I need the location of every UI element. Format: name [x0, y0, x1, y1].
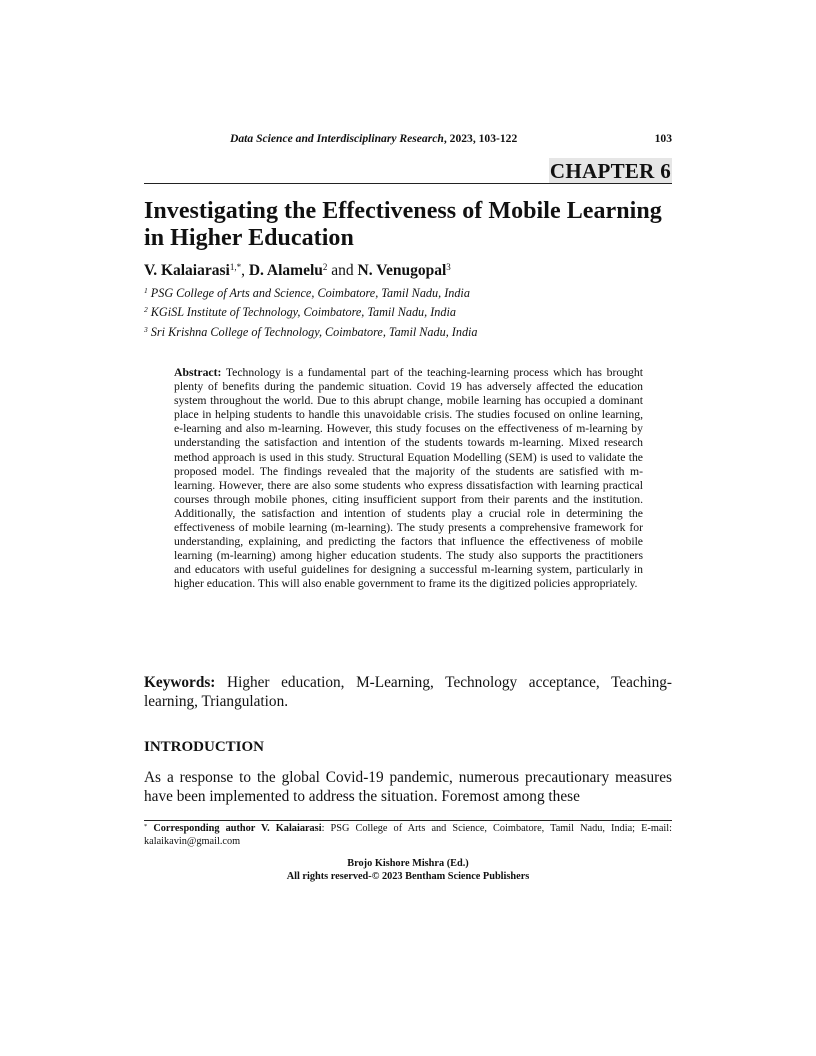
- page-number: 103: [654, 132, 672, 145]
- journal-name: Data Science and Interdisciplinary Research: [230, 132, 444, 145]
- affiliation-text: PSG College of Arts and Science, Coimbatore, Tamil Nadu, India: [150, 286, 470, 300]
- title-line-2: in Higher Education: [144, 225, 354, 251]
- journal-citation: [230, 132, 517, 146]
- author-name: N. Venugopal: [357, 262, 447, 279]
- author-separator: ,: [241, 262, 249, 279]
- affiliation-mark: 3: [144, 325, 148, 334]
- footnote-marker: *: [144, 823, 148, 830]
- imprint-rights: All rights reserved-© 2023 Bentham Science Publishers: [286, 870, 530, 882]
- imprint-editor: Brojo Kishore Mishra (Ed.): [347, 858, 469, 869]
- author-affil-mark: 3: [446, 262, 451, 272]
- keywords: [144, 674, 672, 711]
- author-affil-mark: 1,*: [229, 262, 242, 272]
- keywords-text: Higher education, M-Learning, Technology acceptance, Teaching-learning, Triangulation.: [144, 674, 672, 710]
- abstract-text: Technology is a fundamental part of the teaching-learning process which has brought plenty of benefits during the pandemic situation. Covid 19 has adversely affected the education system throughout the world. Due to this abrupt change, mobile learning has occupied a dominant place in helping students to handle this unavoidable crisis. The studies focused on online learning, e-learning and also m-learning. However, this study focuses on the effectiveness of m-learning by understanding the satisfaction and intention of the students towards m-learning. Mixed research method approach is used in this study. Structural Equation Modelling (SEM) is used to validate the proposed model. The findings revealed that the majority of the students are satisfied with m-learning. However, there are also some students who express dissatisfaction with learning practical courses through mobile phones, citing insufficient support from their parents and the institution. Additionally, the satisfaction and intention of students play a crucial role in determining the effectiveness of mobile learning (m-learning). The study presents a comprehensive framework for understanding, explaining, and predicting the factors that influence the effectiveness of mobile learning (m-learning) among higher education students. The study also supports the practitioners and educators with useful guidelines for designing a successful m-learning system, particularly in higher education. This will also enable government to frame its the digitized policies appropriately.: [174, 366, 643, 591]
- affiliation: [144, 286, 470, 301]
- footnote-label: Corresponding author V. Kalaiarasi: [153, 823, 322, 834]
- footnote-rule: [144, 820, 672, 821]
- footnote-text: : PSG College of Arts and Science, Coimbatore, Tamil Nadu, India; E-mail: kalaikavin@gmail.com: [144, 823, 672, 847]
- section-heading: INTRODUCTION: [144, 739, 265, 755]
- abstract: [174, 366, 643, 592]
- intro-paragraph: As a response to the global Covid-19 pandemic, numerous precautionary measures have been implemented to address the situation. Foremost among these: [144, 769, 672, 805]
- footnote: [144, 823, 672, 848]
- title-line-1: Investigating the Effectiveness of Mobile Learning: [144, 198, 662, 224]
- journal-year-pages: , 2023, 103-122: [443, 132, 518, 145]
- article-title: [144, 198, 674, 252]
- author-separator: and: [327, 262, 358, 279]
- affiliation: [144, 305, 456, 320]
- affiliation-text: KGiSL Institute of Technology, Coimbatore, Tamil Nadu, India: [150, 305, 456, 319]
- header-rule: [144, 183, 672, 184]
- author-name: D. Alamelu: [248, 262, 323, 279]
- imprint: [144, 858, 672, 883]
- author-affil-mark: 2: [322, 262, 328, 272]
- author-list: [144, 262, 451, 280]
- affiliation: [144, 325, 478, 340]
- chapter-label: CHAPTER 6: [549, 159, 671, 183]
- abstract-label: Abstract:: [174, 366, 222, 379]
- affiliation-text: Sri Krishna College of Technology, Coimbatore, Tamil Nadu, India: [150, 325, 478, 339]
- author-name: V. Kalaiarasi: [144, 262, 230, 279]
- keywords-label: Keywords:: [144, 674, 216, 691]
- affiliation-mark: 1: [144, 286, 148, 295]
- affiliation-mark: 2: [144, 305, 148, 314]
